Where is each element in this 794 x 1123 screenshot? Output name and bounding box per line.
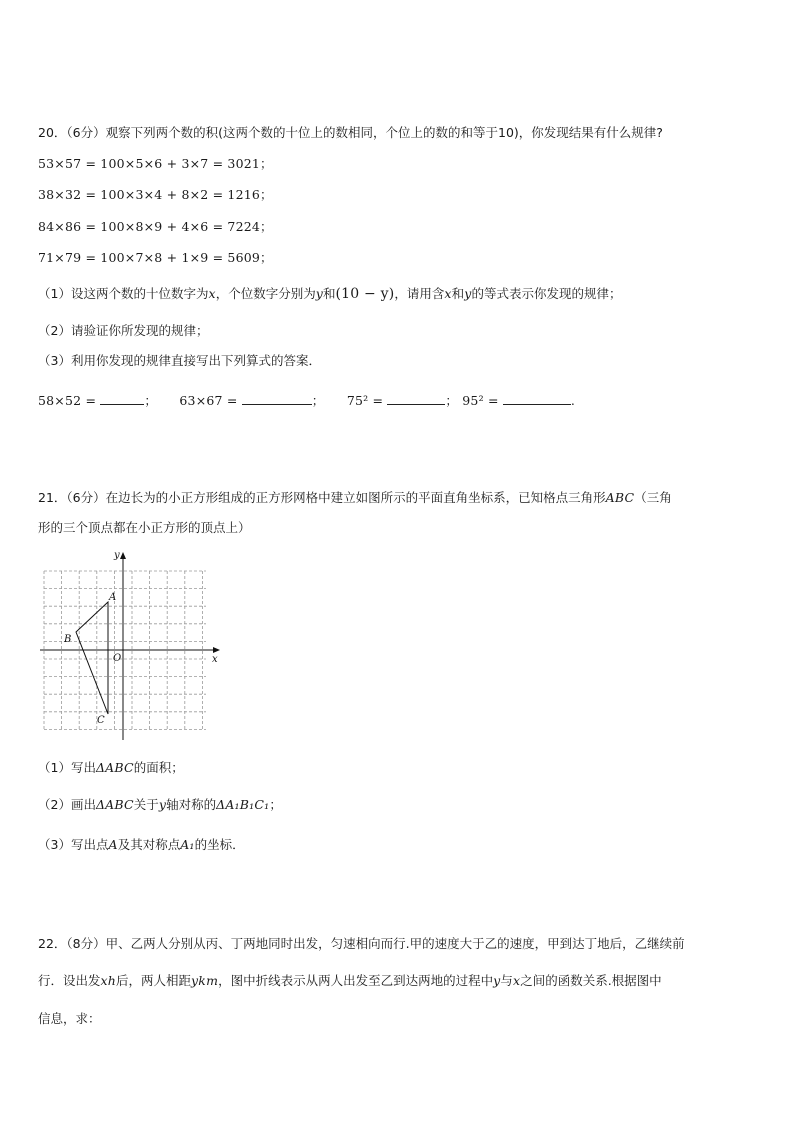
q21-part3 <box>38 836 245 854</box>
q20-part2: （2）请验证你所发现的规律； <box>38 323 209 338</box>
var-x: x <box>512 973 521 988</box>
q22-line2-mid2: ，图中折线表示从两人出发至乙到达两地的过程中 <box>218 973 494 988</box>
q21-part2 <box>38 796 282 814</box>
answer-sep-4: . <box>570 393 576 408</box>
triangle-abc-label: ABC <box>605 490 635 505</box>
q22-line1: 22．（8分）甲、乙两人分别从丙、丁两地同时出发，匀速相向而行.甲的速度大于乙的速度，甲到达丁地后，乙继续前 <box>38 936 685 951</box>
q21-part3-post: 的坐标． <box>194 837 245 852</box>
q21-part1-pre: （1）写出 <box>38 760 96 775</box>
q20-part3: （3）利用你发现的规律直接写出下列算式的答案． <box>38 353 321 368</box>
q21-part1-post: 的面积； <box>133 760 184 775</box>
answer-sep-1: ； <box>144 393 158 408</box>
var-y: y <box>464 286 472 301</box>
point-a-label: A <box>108 837 118 852</box>
q21-part1 <box>38 759 184 777</box>
q21-part3-mid: 及其对称点 <box>117 837 181 852</box>
q20-example-2: 38×32 = 100×3×4 + 8×2 = 1216； <box>38 187 273 202</box>
q21-header-line2: 形的三个顶点都在小正方形的顶点上） <box>38 520 251 535</box>
q22-line2-post: 之间的函数关系.根据图中 <box>520 973 662 988</box>
answer-blank-3[interactable] <box>387 390 445 405</box>
answer-blank-4[interactable] <box>503 390 571 405</box>
var-y: y <box>493 973 501 988</box>
label-x: x <box>212 654 218 665</box>
y-axis-arrow <box>120 552 126 559</box>
q20-example-1: 53×57 = 100×5×6 + 3×7 = 3021； <box>38 156 273 171</box>
var-xh: xh <box>100 973 117 988</box>
triangle-abc-label: ΔABC <box>95 797 134 812</box>
var-y: y <box>315 286 323 301</box>
var-ykm: ykm <box>191 973 219 988</box>
q21-header-line1 <box>38 489 672 507</box>
answer-expr-3: 75² = <box>346 393 384 408</box>
q20-part1-pre: （1）设这两个数的十位数字为 <box>38 286 209 301</box>
q20-part1-post: 的等式表示你发现的规律； <box>471 286 622 301</box>
q21-header-tail: （三角 <box>634 490 672 505</box>
q21-header-text: 21．（6分）在边长为的小正方形组成的正方形网格中建立如图所示的平面直角坐标系，已知格点三角形 <box>38 490 606 505</box>
answer-expr-4: 95² = <box>462 393 499 408</box>
expr-10-minus-y: (10 − y) <box>335 286 395 302</box>
q20-example-4: 71×79 = 100×7×8 + 1×9 = 5609； <box>38 250 273 265</box>
coordinate-grid-figure <box>36 548 226 740</box>
q20-part1-mid1: ，个位数字分别为 <box>215 286 316 301</box>
label-c: C <box>97 715 105 726</box>
label-o: O <box>113 653 122 664</box>
var-y: y <box>158 797 167 812</box>
answer-blank-1[interactable] <box>100 390 144 405</box>
q22-line2-mid3: 与 <box>500 973 513 988</box>
q21-part2-mid2: 轴对称的 <box>166 797 217 812</box>
q22-line3: 信息，求： <box>38 1011 101 1026</box>
var-x: x <box>208 286 216 301</box>
q21-part2-post: ； <box>269 797 282 812</box>
q21-part3-pre: （3）写出点 <box>38 837 109 852</box>
triangle-a1b1c1-label: ΔA₁B₁C₁ <box>216 797 270 812</box>
answer-blank-2[interactable] <box>242 390 312 405</box>
answer-sep-2: ； <box>311 393 325 408</box>
q22-line2-mid: 后，两人相距 <box>116 973 192 988</box>
q20-example-3: 84×86 = 100×8×9 + 4×6 = 7224； <box>38 219 273 234</box>
answer-expr-2: 63×67 = <box>179 393 238 408</box>
label-b: B <box>64 634 72 645</box>
q20-part1-and: 和 <box>323 286 336 301</box>
q22-line2 <box>38 972 662 990</box>
label-y: y <box>114 550 120 561</box>
triangle-abc-label: ΔABC <box>95 760 134 775</box>
q21-part2-mid: 关于 <box>133 797 159 812</box>
x-axis-arrow <box>213 647 220 653</box>
label-a: A <box>109 592 117 603</box>
q22-line2-pre: 行．设出发 <box>38 973 101 988</box>
triangle-abc <box>76 602 108 714</box>
answer-expr-1: 58×52 = <box>38 393 97 408</box>
var-x: x <box>444 286 452 301</box>
q20-part1-and2: 和 <box>451 286 465 301</box>
q20-part1-mid2: ，请用含 <box>394 286 445 301</box>
answer-sep-3: ； <box>445 393 459 408</box>
q20-part1 <box>38 285 621 303</box>
point-a1-label: A₁ <box>180 837 195 852</box>
q20-header: 20．（6分）观察下列两个数的积(这两个数的十位上的数相同，个位上的数的和等于10)，你发现结果有什么规律? <box>38 125 663 140</box>
q20-answers <box>38 390 575 410</box>
q21-part2-pre: （2）画出 <box>38 797 96 812</box>
